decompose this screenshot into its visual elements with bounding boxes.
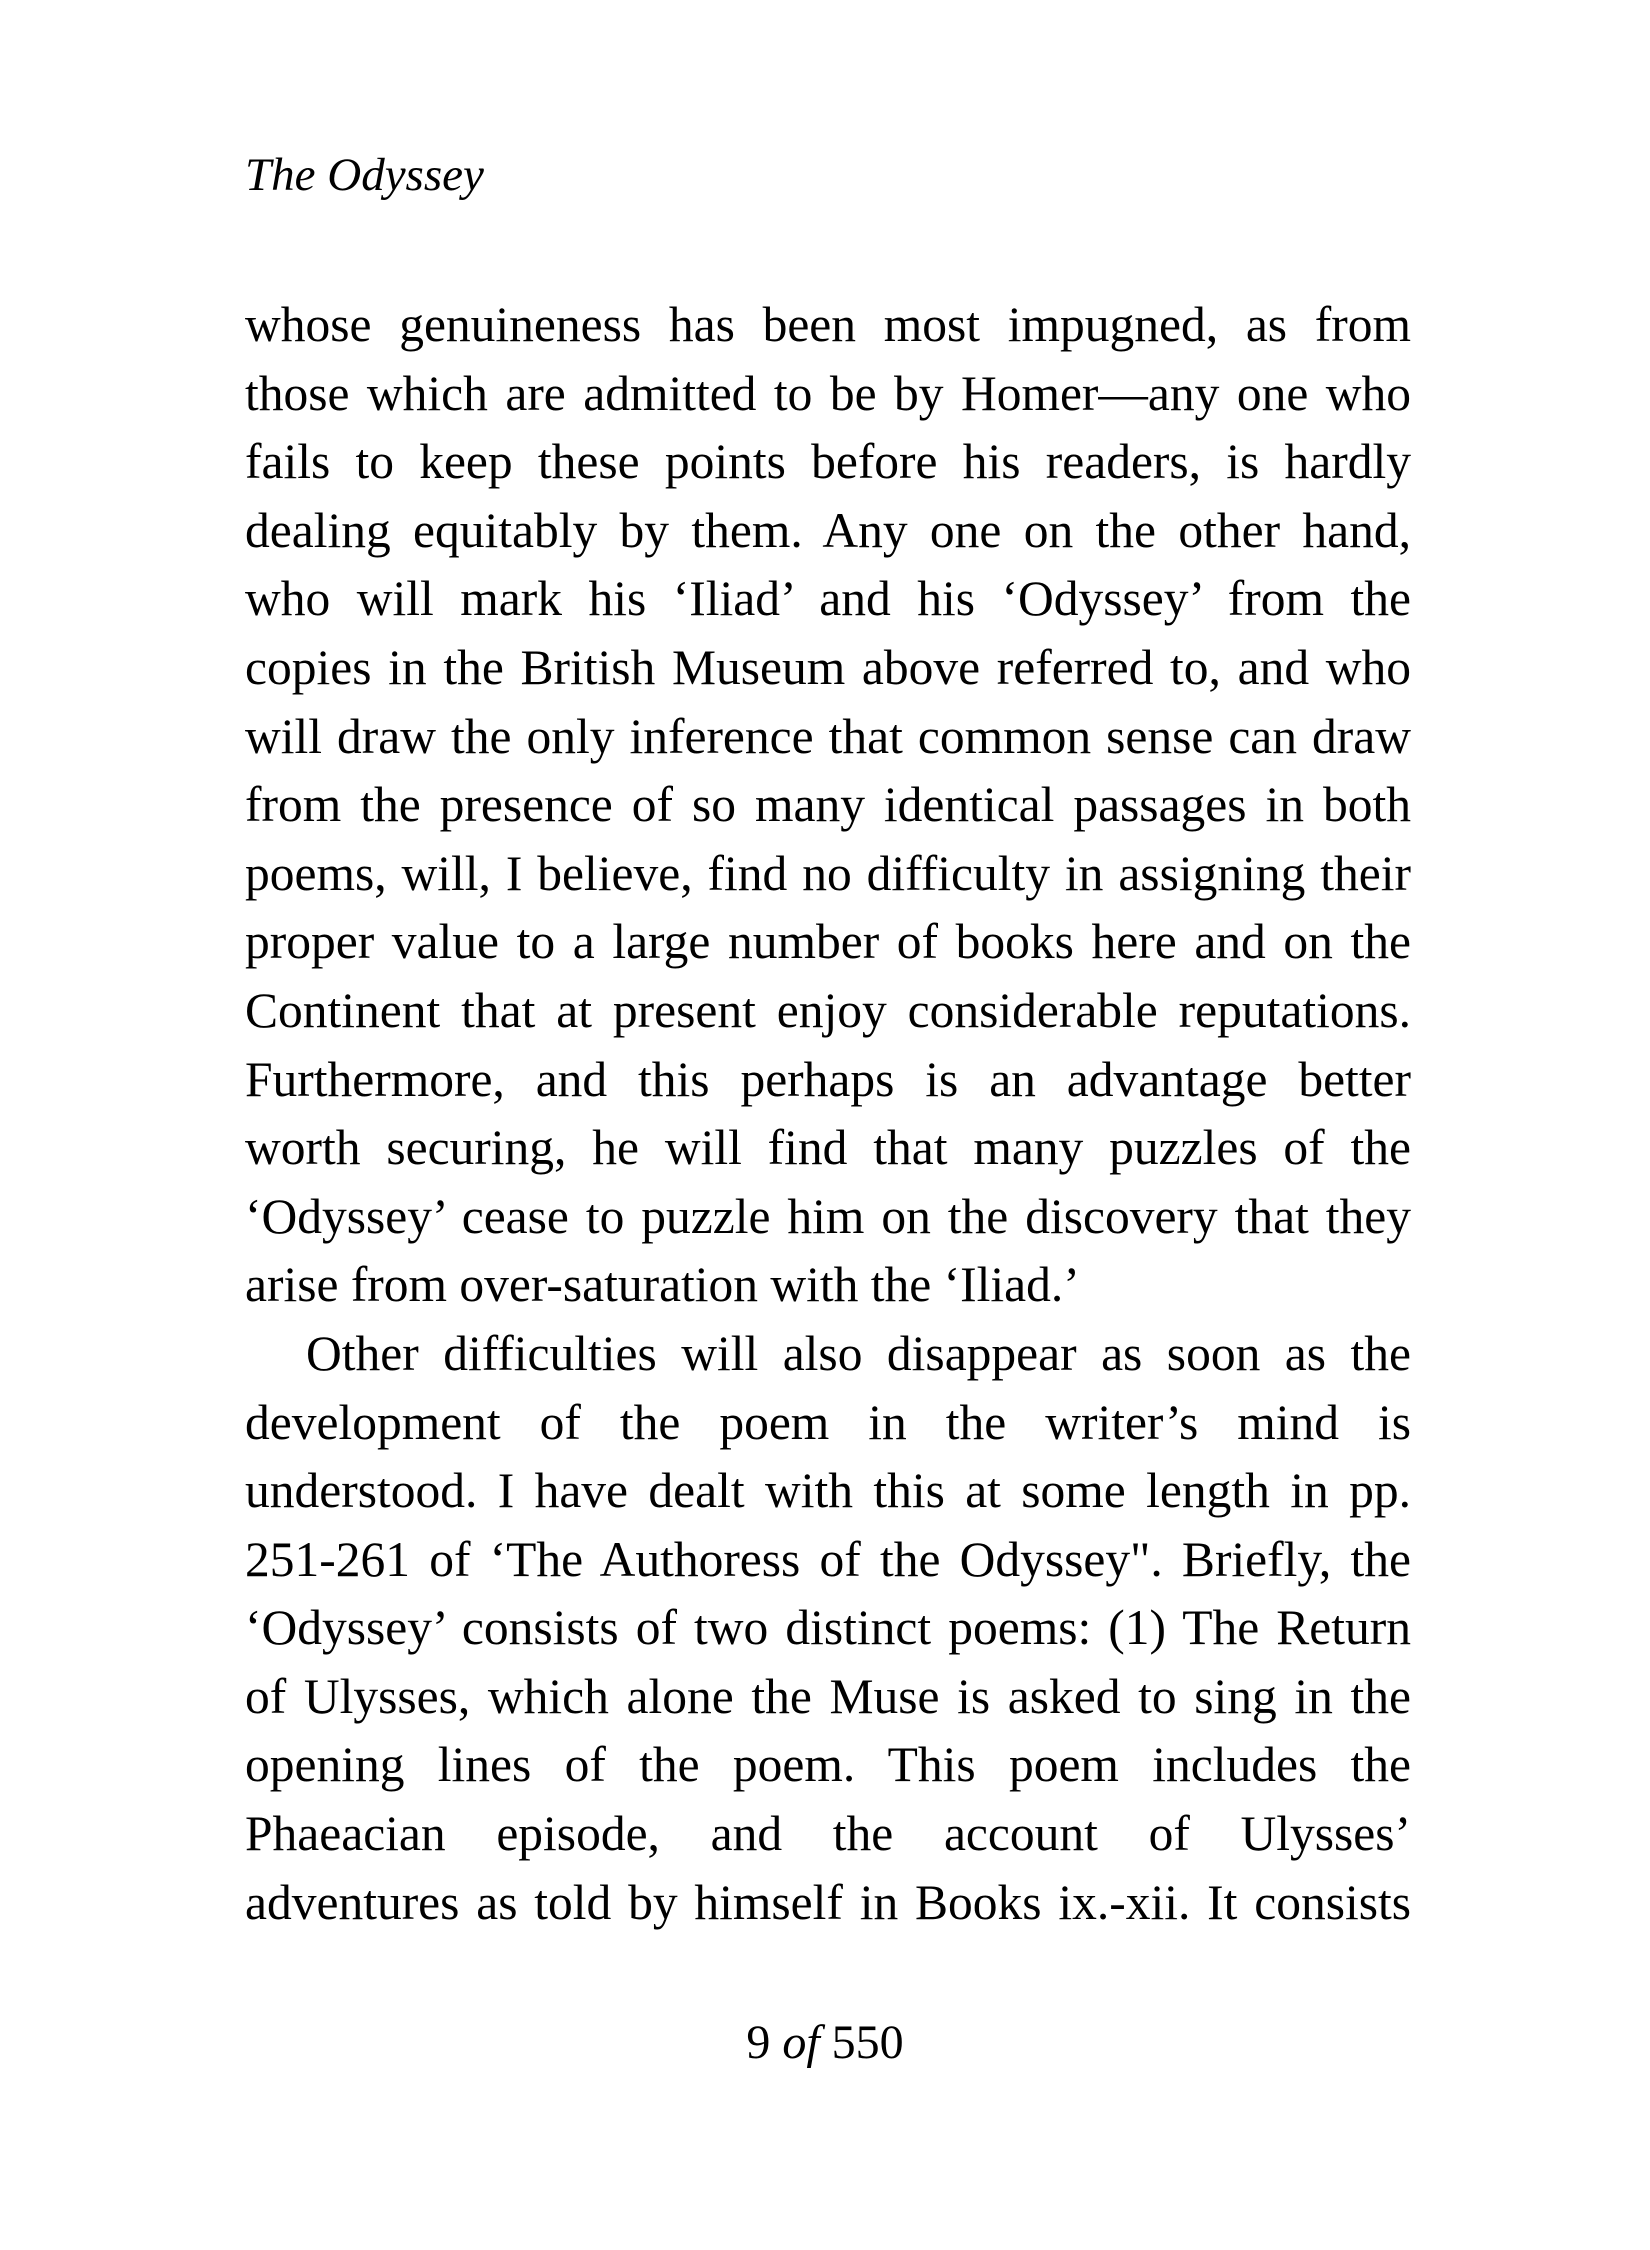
body-text <box>245 291 1411 1937</box>
body-text-line: of Ulysses, which alone the Muse is asked to sing in the <box>245 1668 1411 1724</box>
footer-current-page: 9 <box>746 2016 771 2069</box>
body-text-line: 251-261 of ‘The Authoress of the Odyssey". Briefly, the <box>245 1531 1411 1587</box>
body-text-line: ‘Odyssey’ consists of two distinct poems: (1) The Return <box>245 1600 1411 1656</box>
body-text-line: arise from over-saturation with the ‘Iliad.’ <box>245 1257 1080 1313</box>
footer-total-pages: 550 <box>831 2016 904 2069</box>
body-text-line: copies in the British Museum above referred to, and who <box>245 639 1411 695</box>
body-text-line: those which are admitted to be by Homer—any one who <box>245 365 1411 421</box>
body-text-line: fails to keep these points before his readers, is hardly <box>245 434 1411 490</box>
body-text-line: will draw the only inference that common sense can draw <box>245 708 1411 764</box>
page-header-title: The Odyssey <box>245 149 484 201</box>
body-text-line: opening lines of the poem. This poem includes the <box>245 1737 1411 1793</box>
body-text-line: whose genuineness has been most impugned, as from <box>245 297 1411 352</box>
paragraph <box>245 291 1411 1320</box>
page-footer <box>0 2016 1650 2069</box>
body-text-line: from the presence of so many identical passages in both <box>245 777 1411 833</box>
body-text-line: worth securing, he will find that many puzzles of the <box>245 1120 1411 1176</box>
body-text-line: development of the poem in the writer’s mind is <box>245 1394 1411 1450</box>
body-text-line: understood. I have dealt with this at some length in pp. <box>245 1463 1411 1519</box>
body-text-line: dealing equitably by them. Any one on the other hand, <box>245 502 1411 558</box>
paragraph <box>245 1320 1411 1937</box>
body-text-line: proper value to a large number of books here and on the <box>245 914 1411 970</box>
body-text-line: who will mark his ‘Iliad’ and his ‘Odyssey’ from the <box>245 571 1411 627</box>
footer-of-label: of <box>782 2016 820 2069</box>
body-text-line: Phaeacian episode, and the account of Ulysses’ <box>245 1806 1411 1862</box>
body-text-line: Furthermore, and this perhaps is an advantage better <box>245 1051 1411 1107</box>
body-text-line: ‘Odyssey’ cease to puzzle him on the discovery that they <box>245 1188 1411 1244</box>
body-text-line: Continent that at present enjoy considerable reputations. <box>245 982 1411 1038</box>
body-text-line: adventures as told by himself in Books ix.-xii. It consists <box>245 1874 1411 1930</box>
body-text-line: poems, will, I believe, find no difficulty in assigning their <box>245 845 1411 901</box>
body-text-line: Other difficulties will also disappear as soon as the <box>306 1325 1411 1381</box>
